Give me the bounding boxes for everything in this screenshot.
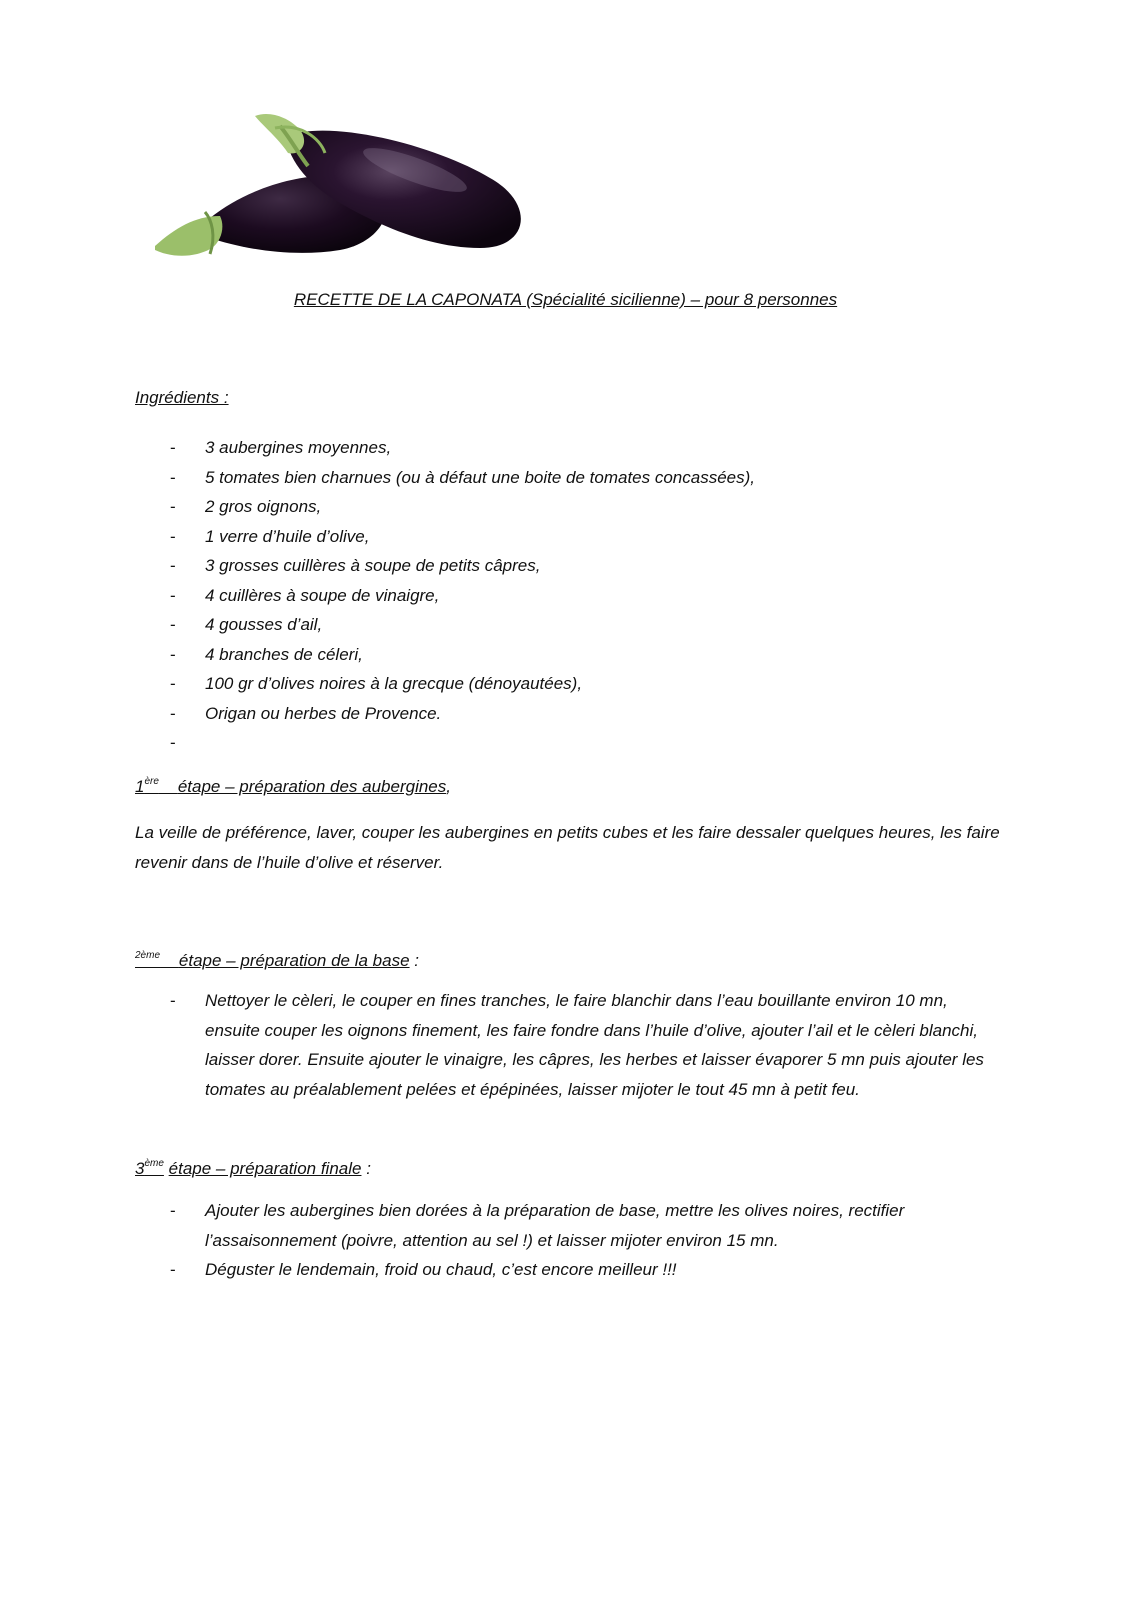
list-item: - 4 cuillères à soupe de vinaigre, [170,585,440,605]
ingredients-list [135,433,1005,758]
list-item: - 4 branches de céleri, [170,644,363,664]
list-item: - [170,733,176,752]
list-item: - 5 tomates bien charnues (ou à défaut une boite de tomates concassées), [170,467,756,487]
step-3-list [135,1196,1005,1285]
eggplant-icon [150,108,540,278]
list-item: - Origan ou herbes de Provence. [170,703,442,723]
list-item: - 100 gr d’olives noires à la grecque (dénoyautées), [170,674,583,693]
ingredients-heading: Ingrédients : [135,388,229,407]
list-item: - 1 verre d’huile d’olive, [170,526,370,546]
list-item: - 4 gousses d’ail, [170,615,323,634]
list-item: - Nettoyer le cèleri, le couper en fines tranches, le faire blanchir dans l’eau bouillante environ 10 mn, ensuite couper les oignons finement, les faire fondre dans l’huile d’olive, ajouter l’ail et le cèleri blanchi, laisser dorer. Ensuite ajouter le vinaigre, les câpres, les herbes et laisser évaporer 5 mn puis ajouter les tomates au préalablement pelées et épépinées, laisser mijoter le tout 45 mn à petit feu. [170,991,984,1099]
list-item: - 2 gros oignons, [170,497,322,516]
page-title: RECETTE DE LA CAPONATA (Spécialité sicilienne) – pour 8 personnes [293,290,838,309]
list-item: - Déguster le lendemain, froid ou chaud, c’est encore meilleur !!! [170,1260,677,1279]
list-item: - 3 aubergines moyennes, [170,438,392,457]
step-1-heading: 1ère étape – préparation des aubergines, [135,776,451,796]
step-1-text: La veille de préférence, laver, couper les aubergines en petits cubes et les faire dessaler quelques heures, les faire revenir dans de l’huile d’olive et réserver. [135,823,1000,872]
step-2-list [135,986,1005,1104]
list-item: - 3 grosses cuillères à soupe de petits câpres, [170,556,541,575]
step-2-heading: $^{2ème}$ étape – préparation de la base : [135,950,419,970]
list-item: - Ajouter les aubergines bien dorées à la préparation de base, mettre les olives noires, rectifier l’assaisonnement (poivre, attention au sel !) et laisser mijoter environ 15 mn. [170,1201,905,1250]
step-3-heading: 3ème étape – préparation finale : [135,1158,371,1178]
